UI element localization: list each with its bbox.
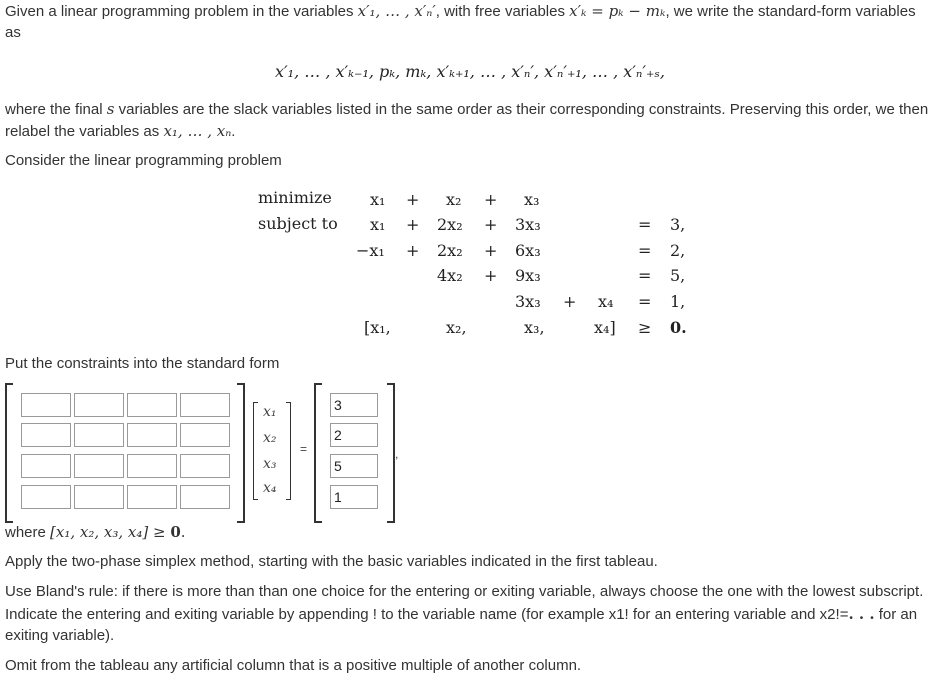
matrix-a-input[interactable] <box>22 486 70 508</box>
matrix-a-cell-2-4[interactable] <box>180 423 230 447</box>
obj-op-2: + <box>484 190 498 209</box>
where-text-a: where the final <box>5 101 107 118</box>
matrix-a-cell-3-2[interactable] <box>74 454 124 478</box>
vector-x3: x₃ <box>263 456 277 472</box>
intro-line-4 <box>5 120 235 143</box>
matrix-a-input[interactable] <box>22 424 70 446</box>
matrix-a-input[interactable] <box>22 455 70 477</box>
apply-text: Apply the two-phase simplex method, starting with the basic variables indicated in the first tableau. <box>5 553 658 570</box>
c3-term-3: 9x₃ <box>515 266 541 285</box>
subject-to-label: subject to <box>258 214 338 233</box>
intro-free-def: x′ₖ = pₖ − mₖ <box>569 2 666 20</box>
nonneg-geq: ≥ <box>638 318 652 337</box>
bland-dots: . . . <box>848 605 875 623</box>
intro-text-c: , we write the standard-form variables <box>665 3 916 20</box>
matrix-a-input[interactable] <box>75 424 123 446</box>
vector-x4: x₄ <box>263 480 277 496</box>
c3-op-2: + <box>484 266 498 285</box>
c1-op-2: + <box>484 215 498 234</box>
relabel-period: . <box>231 123 236 140</box>
trailing-comma: , <box>395 447 399 461</box>
intro-line-1 <box>5 0 916 23</box>
relabel-vars: x₁, … , xₙ <box>163 122 232 140</box>
vector-b-right-bracket <box>387 383 395 523</box>
vector-x2: x₂ <box>263 430 277 446</box>
c4-term-4: x₄ <box>598 292 614 311</box>
put-constraints-text: Put the constraints into the standard form <box>5 355 280 372</box>
obj-term-2: x₂ <box>446 190 462 209</box>
intro-text-b: , with free variables <box>435 3 570 20</box>
matrix-a-input[interactable] <box>128 455 176 477</box>
display-variable-list: x′₁, … , x′ₖ₋₁, pₖ, mₖ, x′ₖ₊₁, … , x′ₙ′, x′ₙ′₊₁, … , x′ₙ′₊ₛ, <box>275 62 665 81</box>
omit-text: Omit from the tableau any artificial column that is a positive multiple of another column. <box>5 657 582 674</box>
where-text-b: variables are the slack variables listed in the same order as their corresponding constraints. Preserving this order, we then <box>114 101 929 118</box>
where-line <box>5 521 186 544</box>
matrix-a-input[interactable] <box>75 394 123 416</box>
rhs-cell-1[interactable]: 3 <box>330 393 378 417</box>
matrix-a-cell-4-2[interactable] <box>74 485 124 509</box>
c2-term-3: 6x₃ <box>515 241 541 260</box>
nonneg-x3: x₃, <box>524 318 545 337</box>
c2-op-1: + <box>406 241 420 260</box>
c2-term-1: −x₁ <box>356 241 385 260</box>
nonneg-zero: 0. <box>670 318 687 337</box>
nonneg-x1: [x₁, <box>364 318 391 337</box>
intro-line-2: as <box>5 24 21 41</box>
bland-line-2 <box>5 603 917 626</box>
matrix-a-cell-2-2[interactable] <box>74 423 124 447</box>
c2-term-2: 2x₂ <box>437 241 463 260</box>
matrix-a-left-bracket <box>5 383 13 523</box>
rhs-cell-3[interactable]: 5 <box>330 454 378 478</box>
matrix-a-input[interactable] <box>75 455 123 477</box>
matrix-a-cell-1-3[interactable] <box>127 393 177 417</box>
matrix-a-cell-2-1[interactable] <box>21 423 71 447</box>
c3-eq: = <box>638 266 652 285</box>
bland-line-1: Use Bland's rule: if there is more than than one choice for the entering or exiting variable, always choose the one with the lowest subscript. <box>5 583 924 600</box>
vector-x-left-bracket <box>253 402 258 500</box>
matrix-a-cell-3-1[interactable] <box>21 454 71 478</box>
rhs-cell-2[interactable]: 2 <box>330 423 378 447</box>
obj-term-1: x₁ <box>370 190 386 209</box>
matrix-a-right-bracket <box>237 383 245 523</box>
matrix-a-input[interactable] <box>181 394 229 416</box>
relabel-text: relabel the variables as <box>5 123 164 140</box>
c1-op-1: + <box>406 215 420 234</box>
matrix-a-cell-1-2[interactable] <box>74 393 124 417</box>
matrix-a-cell-4-3[interactable] <box>127 485 177 509</box>
c2-rhs: 2, <box>670 241 686 260</box>
c1-rhs: 3, <box>670 215 686 234</box>
c3-term-2: 4x₂ <box>437 266 463 285</box>
intro-text-a: Given a linear programming problem in the variables <box>5 3 358 20</box>
c4-rhs: 1, <box>670 292 686 311</box>
bland-line-2-text: Indicate the entering and exiting variable by appending ! to the variable name (for example x1! for an entering variable and x2!= <box>5 606 849 623</box>
matrix-a-cell-4-1[interactable] <box>21 485 71 509</box>
c4-op-3: + <box>563 292 577 311</box>
where-label: where <box>5 524 51 541</box>
intro-prime-vars: x′₁, … , x′ₙ′ <box>357 2 436 20</box>
nonneg-x4: x₄] <box>594 318 616 337</box>
intro-line-3 <box>5 98 928 121</box>
c1-term-1: x₁ <box>370 215 386 234</box>
c1-term-2: 2x₂ <box>437 215 463 234</box>
equals-sign: = <box>300 442 308 456</box>
matrix-a-input[interactable] <box>128 486 176 508</box>
where-zero: 0 <box>170 523 181 541</box>
matrix-a-input[interactable] <box>75 486 123 508</box>
consider-text: Consider the linear programming problem <box>5 152 282 169</box>
obj-term-3: x₃ <box>524 190 540 209</box>
matrix-a-cell-1-4[interactable] <box>180 393 230 417</box>
matrix-a-input[interactable] <box>22 394 70 416</box>
matrix-a-input[interactable] <box>181 455 229 477</box>
obj-op-1: + <box>406 190 420 209</box>
matrix-a-cell-2-3[interactable] <box>127 423 177 447</box>
rhs-cell-4[interactable]: 1 <box>330 485 378 509</box>
matrix-a-cell-4-4[interactable] <box>180 485 230 509</box>
matrix-a-input[interactable] <box>181 486 229 508</box>
vector-x-right-bracket <box>286 402 291 500</box>
matrix-a-input[interactable] <box>128 424 176 446</box>
bland-line-3: exiting variable). <box>5 627 115 644</box>
c2-eq: = <box>638 241 652 260</box>
c1-eq: = <box>638 215 652 234</box>
bland-line-2-end: for an <box>874 606 918 623</box>
where-geq: ≥ <box>148 523 171 541</box>
matrix-a-input[interactable] <box>181 424 229 446</box>
matrix-a-cell-1-1[interactable] <box>21 393 71 417</box>
vector-b-left-bracket <box>314 383 322 523</box>
matrix-a-cell-3-4[interactable] <box>180 454 230 478</box>
where-period: . <box>180 523 186 541</box>
minimize-label: minimize <box>258 188 332 207</box>
where-vector: [x₁, x₂, x₃, x₄] <box>50 523 149 541</box>
vector-x1: x₁ <box>263 404 277 420</box>
c1-term-3: 3x₃ <box>515 215 541 234</box>
c2-op-2: + <box>484 241 498 260</box>
matrix-a-input[interactable] <box>128 394 176 416</box>
matrix-a-cell-3-3[interactable] <box>127 454 177 478</box>
c4-eq: = <box>638 292 652 311</box>
slack-count-s: s <box>106 100 115 118</box>
c4-term-3: 3x₃ <box>515 292 541 311</box>
nonneg-x2: x₂, <box>446 318 467 337</box>
c3-rhs: 5, <box>670 266 686 285</box>
